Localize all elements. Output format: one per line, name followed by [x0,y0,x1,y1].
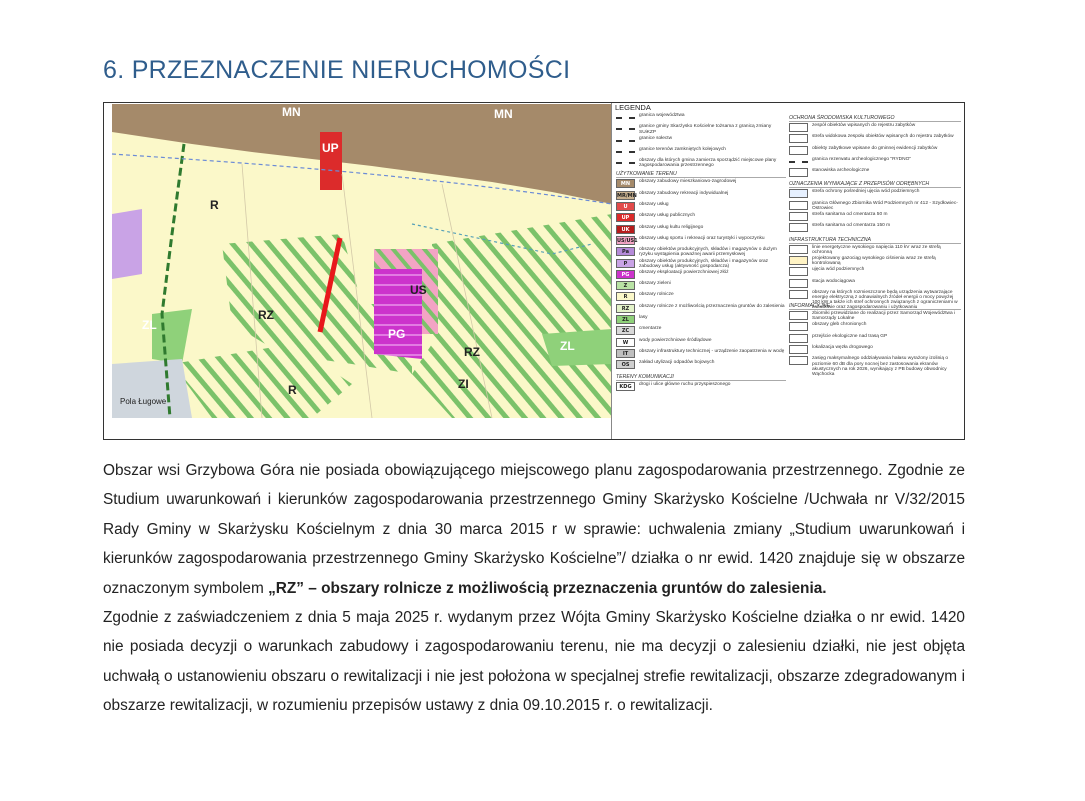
legend-swatch [789,223,808,232]
legend-item-label: granica województwa [639,113,685,118]
legend-item-label: obszary na których rozmieszczone będą urządzenia wytwarzające energię elektryczną z odnawialnych źródeł energii o mocy powyżej 100 kW a także ich stref ochronnych związanych z ograniczeniami w zabudowie oraz zagospodarowaniu i użytkowaniu [812,289,958,311]
legend-item [789,279,961,290]
legend-swatch: KDG [616,382,635,391]
legend-item-label: lasy [639,315,648,321]
legend-item [616,213,786,224]
legend-swatch: MN [616,179,635,188]
body-text [103,456,965,721]
legend-item-label: granice gminy Skarżysko Kościelne tożsama z granicą zmiany SUiKZP [639,124,772,135]
legend-item [789,134,961,145]
bottom-fade [0,761,1085,801]
map-label: R [288,383,297,397]
legend-swatch: W [616,338,635,347]
legend-item-label: obszary eksploatacji powierzchniowej złóż [639,269,729,275]
legend-section-heading: OZNACZENIA WYNIKAJĄCE Z PRZEPISÓW ODRĘBNYCH [789,179,961,188]
map-label: ZL [560,339,575,353]
legend-item [789,168,961,179]
legend-item [616,158,786,169]
legend-item [789,245,961,256]
map-label: ZI [458,377,469,391]
legend-item-label: stacja wodociągowa [812,278,855,284]
legend-item [789,212,961,223]
map-label: PG [388,327,406,341]
legend-column-right [789,113,961,377]
legend-item-label: obszary usług kultu religijnego [639,224,704,230]
legend-item [789,334,961,345]
legend-swatch [789,201,808,210]
legend-item-label: zasięg maksymalnego oddziaływania hałasu wyrażony izolinią o poziomie 60 dB dla pory nocnej bez zastosowania ekranów akustycznych na rok 2026, wynikający z PB budowy obwodnicy Wąchocka [812,356,948,377]
legend-swatch [789,267,808,276]
legend-item-label: granice terenów zamkniętych kolejowych [639,146,726,152]
legend-swatch [789,279,808,288]
legend-swatch [789,189,808,198]
legend-swatch [789,290,808,299]
legend-item [616,315,786,326]
legend-swatch: IT [616,349,635,358]
map-label: MN [282,105,301,119]
legend-swatch [789,256,808,265]
legend-item [616,236,786,247]
legend-item-label: obszary usług [639,202,669,208]
legend-item-label: obszary rolnicze z możliwością przeznaczenia gruntów do zalesienia [639,303,785,309]
legend-item-label: strefa sanitarna od cmentarza 150 m [812,223,891,229]
legend-swatch [789,168,808,177]
legend-item [616,326,786,337]
legend-item [789,223,961,234]
legend-item [789,356,961,377]
legend-swatch: Pa [616,247,635,256]
legend-swatch: US/US1 [617,237,638,244]
legend-item [616,225,786,236]
legend-item-label: granica Głównego Zbiornika Wód Podziemnych nr 412 - Szydłowiec-Ostrowiec [812,200,958,211]
legend-item-label: obszary gleb chronionych [812,322,867,328]
legend-item-label: strefa widokowa zespołu obiektów wpisanych do rejestru zabytków [812,134,954,140]
legend-swatch: ZC [616,326,635,335]
legend-swatch: P [616,259,635,268]
legend-swatch [789,146,808,155]
text-run: Zgodnie z zaświadczeniem z dnia 5 maja 2025 r. wydanym przez Wójta Gminy Skarżysko Kościelne działka o nr ewid. 1420 nie posiada decyzji o warunkach zabudowy i zagospodarowaniu terenu, nie ma decyzji o zalesieniu działki, nie jest objęta uchwałą o ustanowieniu obszaru o rewitalizacji i nie jest położona w specjalnej strefie rewitalizacji, obszarze zdegradowanym i obszarze rewitalizacji, w rozumieniu przepisów ustawy z dnia 09.10.2015 r. o rewitalizacji. [103,609,965,715]
bold-phrase: „RZ” – obszary rolnicze z możliwością przeznaczenia gruntów do zalesienia. [268,579,827,597]
legend-item [789,345,961,356]
legend-item-label: granica rezerwatu archeologicznego "RYDNO" [812,156,912,162]
legend-line-symbol [616,113,635,119]
legend-item [616,136,786,147]
legend-item-label: obszary usług sportu i rekreacji oraz turystyki i wypoczynku [639,235,765,241]
legend-swatch [789,212,808,221]
legend-swatch: UP [616,213,635,222]
map-label: UP [322,141,339,155]
legend-item [789,267,961,278]
legend-item-label: lokalizacja węzła drogowego [812,345,873,351]
legend-swatch [789,123,808,132]
plan-figure [103,102,965,440]
legend-item [789,201,961,212]
legend-item-label: zbiorniki przewidziane do realizacji przez Samorząd Województwa i Samorządy Lokalne [812,311,956,322]
legend-swatch: PG [616,270,635,279]
legend-item-label: obszary rolnicze [639,292,674,298]
legend-item-label: przejście ekologiczne nad trasą GP [812,333,888,339]
legend-item [616,292,786,303]
map-label: Pola Ługowe [120,397,167,406]
legend-item [616,191,786,202]
map-legend [611,103,965,439]
legend-line-symbol [616,147,635,153]
map-label: RZ [258,308,274,322]
legend-line-symbol [616,124,635,130]
legend-item [616,281,786,292]
legend-item-label: obszary dla których gmina zamierza sporządzić miejscowe plany zagospodarowania przestrzennego [639,158,777,169]
legend-swatch [789,345,808,354]
text-run: Obszar wsi Grzybowa Góra nie posiada obowiązującego miejscowego planu zagospodarowania przestrzennego. Zgodnie ze Studium uwarunkowań i kierunków zagospodarowania przestrzennego Gminy Skarżysko Kościelne /Uchwała nr V/32/2015 Rady Gminy w Skarżysku Kościelnym z dnia 30 marca 2015 r w sprawie: uchwalenia zmiany „Studium uwarunkowań i kierunków zagospodarowania przestrzennego Gminy Skarżysko Kościelne”/ działka o nr ewid. 1420 znajduje się w obszarze oznaczonym symbolem [103,462,965,597]
legend-item [616,202,786,213]
legend-swatch [789,311,808,320]
legend-item [616,247,786,258]
legend-item-label: obszary obiektów produkcyjnych, składów i magazynów o dużym ryzyku wystąpienia poważnej awarii przemysłowej [639,247,777,258]
map-label: MN [494,107,513,121]
legend-swatch [789,356,808,365]
legend-item [616,179,786,190]
legend-item-label: linie energetyczne wysokiego napięcia 110 kV wraz ze strefą ochronną [812,244,941,255]
legend-swatch: OS [616,360,635,369]
legend-swatch: RZ [616,304,635,313]
legend-item-label: obiekty zabytkowe wpisane do gminnej ewidencji zabytków [812,145,938,151]
legend-item [616,113,786,124]
legend-item [616,259,786,270]
legend-swatch: UK [616,225,635,234]
legend-item [616,338,786,349]
legend-item-label: stanowiska archeologiczne [812,168,870,174]
legend-item-label: projektowany gazociąg wysokiego ciśnienia wraz ze strefą kontrolowaną [812,255,936,267]
page-title: 6. PRZEZNACZENIE NIERUCHOMOŚCI [103,56,571,84]
production-area [112,209,142,279]
legend-item-label: strefa sanitarna od cmentarza 50 m [812,212,888,218]
legend-item-label: zakład utylizacji odpadów bojowych [639,360,715,366]
legend-line-symbol [616,136,635,142]
legend-section-heading: TERENY KOMUNIKACJI [616,372,786,381]
legend-item [789,157,961,168]
legend-item [616,349,786,360]
legend-item-label: ujęcia wód podziemnych [812,267,865,273]
legend-item-label: obszary infrastruktury technicznej - urządzenie zaopatrzenia w wodę [639,348,785,354]
legend-section-heading: UŻYTKOWANIE TERENU [616,169,786,178]
legend-section-heading: INFORMACYJNE [789,301,961,310]
legend-line-symbol [789,157,808,163]
legend-item-label: granice sołectw [639,135,673,141]
legend-item-label: obszary zabudowy rekreacji indywidualnej [639,190,729,196]
legend-item [616,360,786,371]
map-label: RZ [464,345,480,359]
legend-swatch: U [616,202,635,211]
legend-swatch [789,334,808,343]
map-label: ZL [142,318,157,332]
legend-swatch: Z [616,281,635,290]
legend-item [789,123,961,134]
legend-swatch [789,134,808,143]
legend-item-label: drogi i ulice główne ruchu przyspieszonego [639,381,731,387]
legend-swatch: MR/MN [617,192,637,199]
legend-item-label: obszary zabudowy mieszkaniowo-zagrodowej [639,179,737,185]
legend-swatch [789,322,808,331]
legend-item [616,124,786,135]
body-paragraph [103,603,965,721]
legend-swatch [789,245,808,254]
legend-item [616,304,786,315]
legend-title: LEGENDA [615,103,651,112]
legend-item-label: obszary zieleni [639,281,671,287]
legend-section-heading: INFRASTRUKTURA TECHNICZNA [789,235,961,244]
legend-item [789,322,961,333]
legend-item [789,146,961,157]
legend-item [616,147,786,158]
legend-item [789,256,961,267]
legend-item-label: obszary obiektów produkcyjnych, składów i magazynów oraz zabudowy usług (aktywność gospodarcza) [639,258,769,269]
study-map [112,104,612,418]
map-label: R [210,198,219,212]
legend-swatch: ZL [616,315,635,324]
map-label: US [410,283,427,297]
legend-item [789,189,961,200]
legend-item [616,270,786,281]
legend-item-label: cmentarze [639,326,662,332]
built-area [112,359,192,418]
legend-item [616,382,786,393]
forest-area-east [542,329,612,366]
legend-line-symbol [616,158,635,164]
legend-item [789,311,961,322]
map-image [112,104,612,418]
legend-item-label: obszary usług publicznych [639,213,695,219]
legend-section-heading: OCHRONA ŚRODOWISKA KULTUROWEGO [789,113,961,122]
legend-swatch: R [616,292,635,301]
rz-area-east [412,214,612,418]
legend-item-label: wody powierzchniowe śródlądowe [639,337,712,343]
body-paragraph [103,456,965,603]
legend-item-label: zespół obiektów wpisanych do rejestru zabytków [812,123,916,128]
legend-column-left [616,113,786,393]
legend-item-label: strefa ochrony pośredniej ujęcia wód podziemnych [812,189,920,195]
